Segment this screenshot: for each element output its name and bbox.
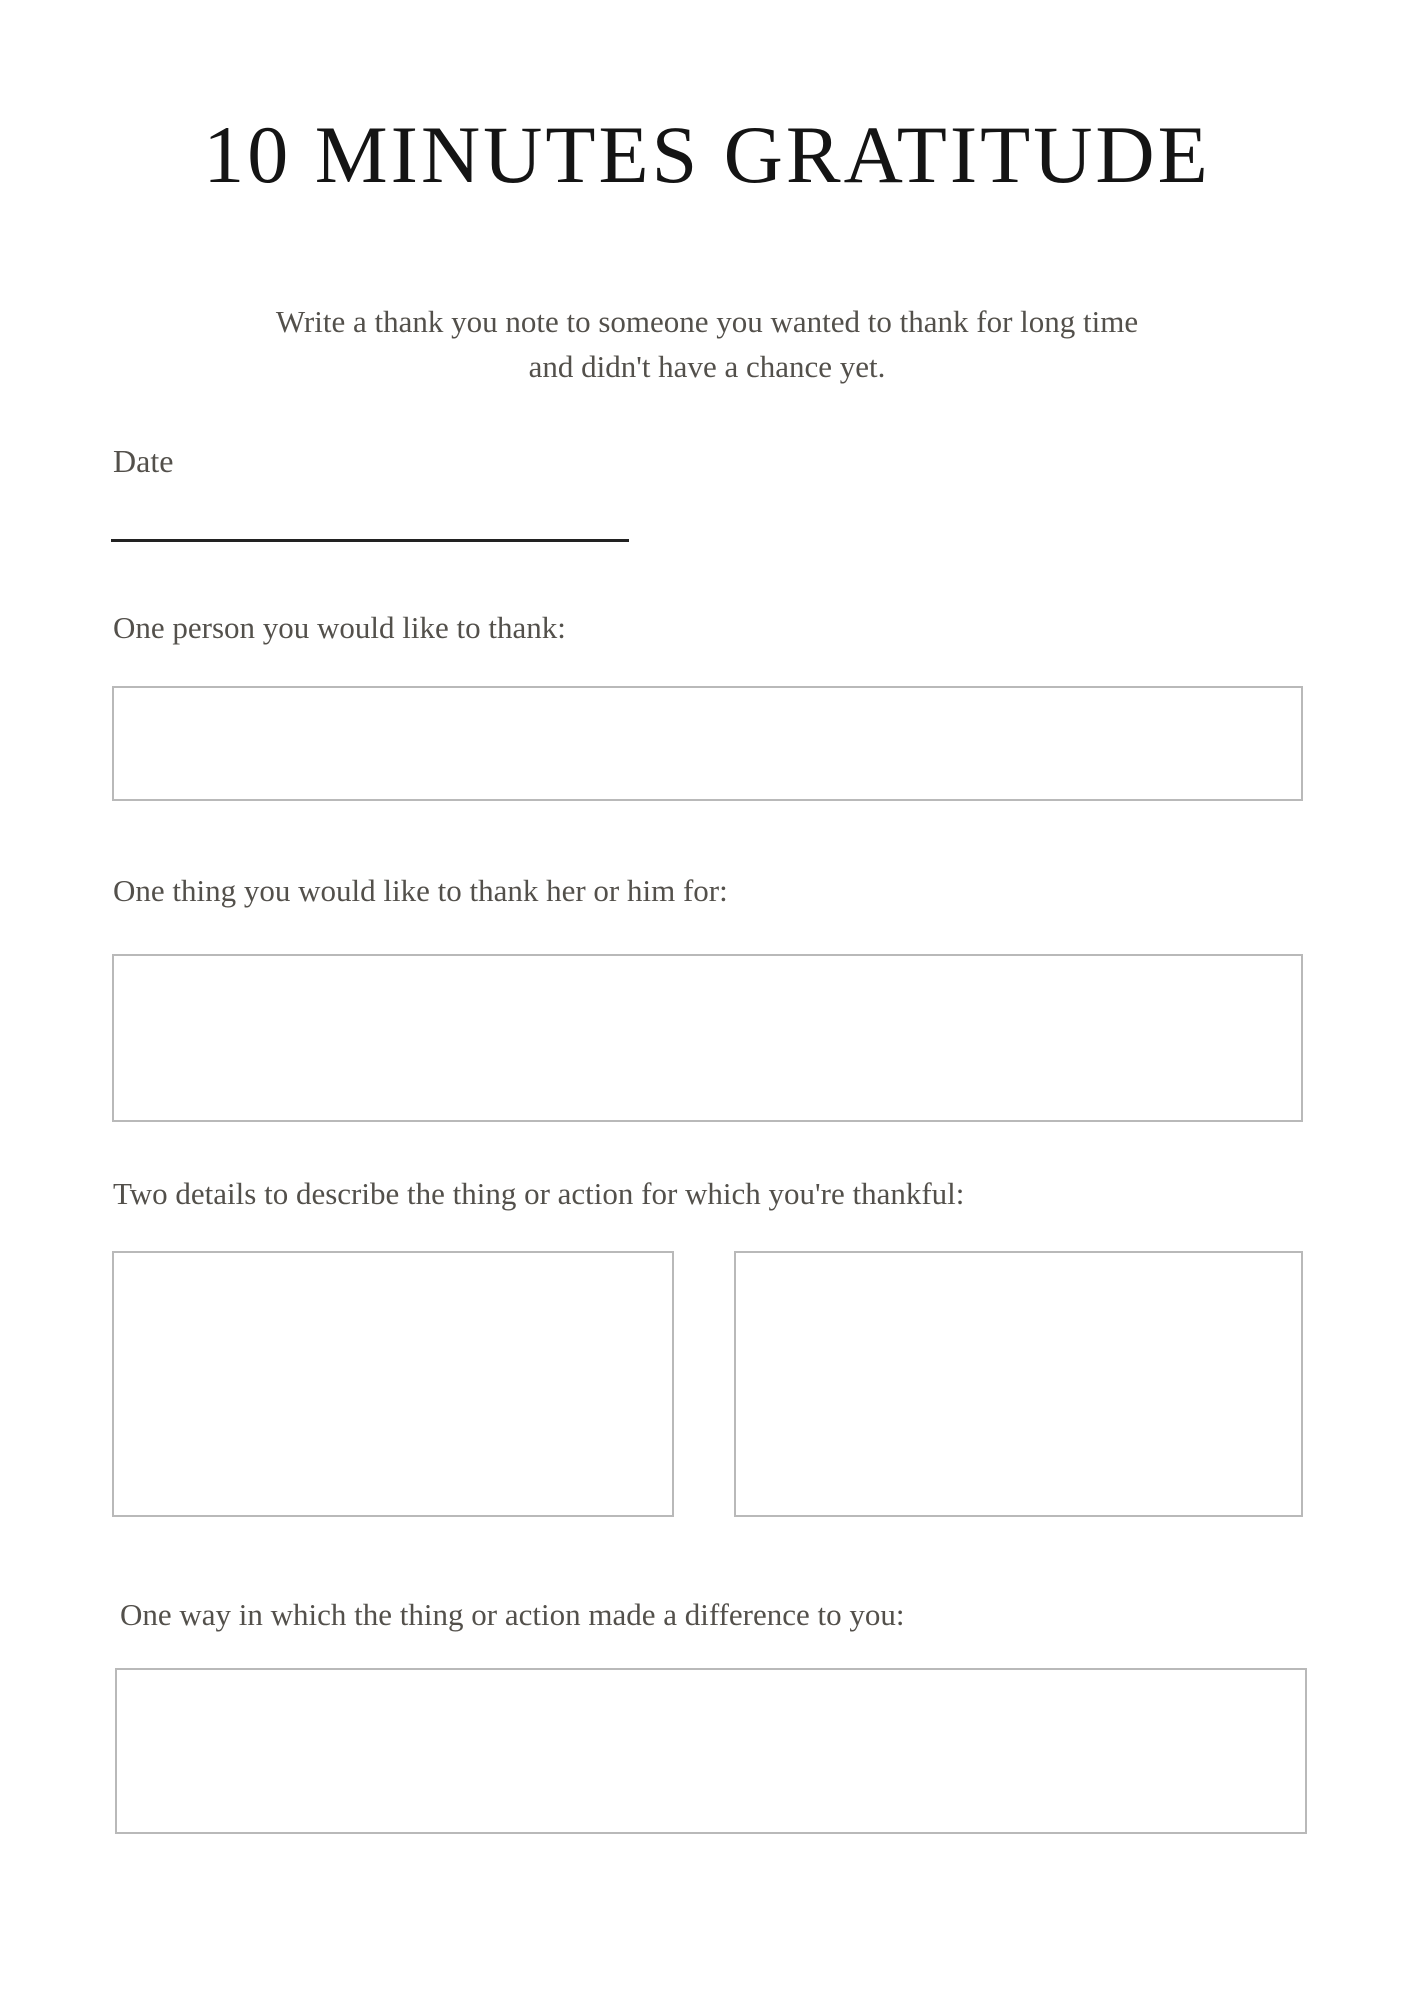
subtitle-line-2: and didn't have a chance yet. bbox=[528, 348, 886, 384]
date-label: Date bbox=[113, 443, 174, 479]
section-label-person: One person you would like to thank: bbox=[113, 610, 566, 645]
subtitle-line-1: Write a thank you note to someone you wanted to thank for long time bbox=[275, 304, 1139, 339]
thing-input-box[interactable] bbox=[112, 954, 1303, 1122]
date-input-line[interactable] bbox=[111, 539, 629, 542]
section-label-thing: One thing you would like to thank her or him for: bbox=[113, 873, 728, 908]
person-input-box[interactable] bbox=[112, 686, 1303, 801]
subtitle bbox=[207, 300, 1207, 390]
detail-input-box-1[interactable] bbox=[112, 1251, 674, 1517]
section-label-difference: One way in which the thing or action made a difference to you: bbox=[120, 1597, 905, 1632]
difference-input-box[interactable] bbox=[115, 1668, 1307, 1834]
page-title: 10 MINUTES GRATITUDE bbox=[203, 109, 1211, 200]
detail-input-box-2[interactable] bbox=[734, 1251, 1303, 1517]
section-label-details: Two details to describe the thing or action for which you're thankful: bbox=[113, 1176, 965, 1211]
